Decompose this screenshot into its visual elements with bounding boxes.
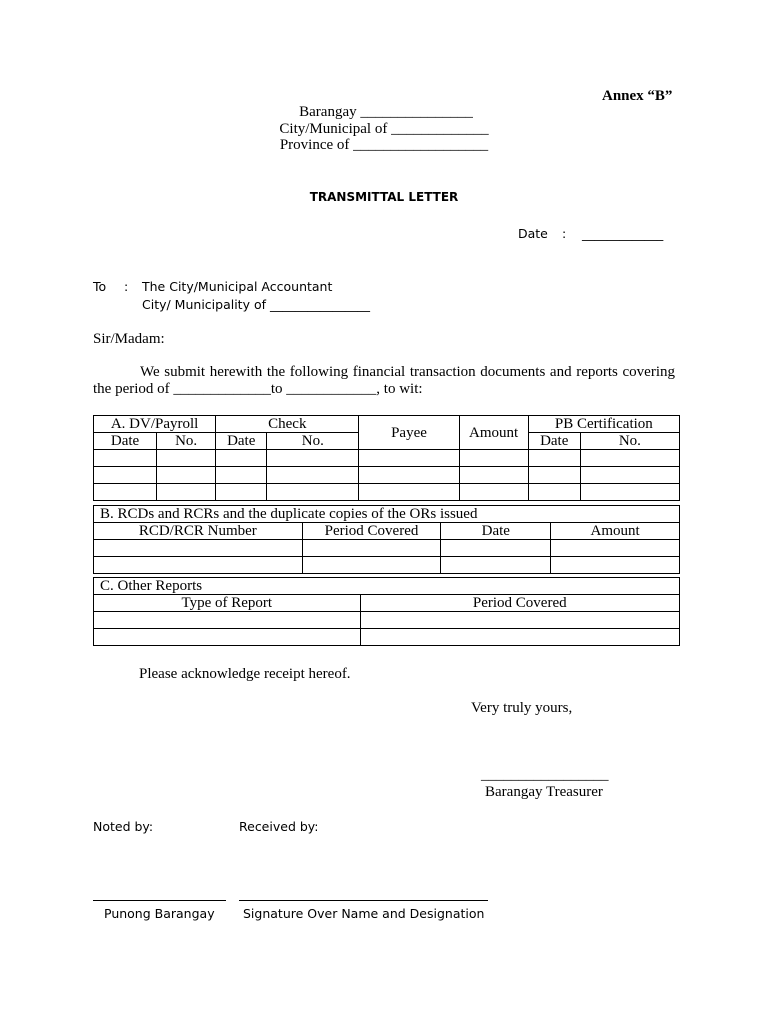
other-period-header: Period Covered xyxy=(360,595,679,612)
acknowledge-text: Please acknowledge receipt hereof. xyxy=(139,666,351,682)
other-reports-title: C. Other Reports xyxy=(94,578,680,595)
check-date-header: Date xyxy=(216,433,267,450)
date-blank: _____________ xyxy=(582,226,664,241)
check-header: Check xyxy=(216,416,359,433)
table-row xyxy=(94,467,680,484)
body-paragraph: We submit herewith the following financial transaction documents and reports covering the period of _____________to ____________, to wit: xyxy=(93,364,675,397)
table-row xyxy=(94,612,680,629)
table-row xyxy=(94,540,680,557)
barangay-line: Barangay _______________ xyxy=(299,104,473,120)
received-by-label: Received by: xyxy=(239,819,319,834)
noted-signature-line xyxy=(93,900,226,901)
treasurer-title: Barangay Treasurer xyxy=(485,784,603,800)
dv-date-header: Date xyxy=(94,433,157,450)
pb-date-header: Date xyxy=(528,433,580,450)
noted-by-label: Noted by: xyxy=(93,819,154,834)
signature-designation-label: Signature Over Name and Designation xyxy=(243,906,485,921)
dv-payroll-header: A. DV/Payroll xyxy=(94,416,216,433)
other-reports-table xyxy=(93,577,680,646)
recipient-municipality: City/ Municipality of ________________ xyxy=(142,297,370,312)
recipient-title: The City/Municipal Accountant xyxy=(142,279,333,294)
punong-barangay-label: Punong Barangay xyxy=(104,906,215,921)
city-municipal-line: City/Municipal of _____________ xyxy=(279,121,489,137)
closing-salutation: Very truly yours, xyxy=(471,700,573,716)
dv-payroll-table xyxy=(93,415,680,501)
date-colon: : xyxy=(562,226,567,241)
pb-certification-header: PB Certification xyxy=(528,416,679,433)
type-of-report-header: Type of Report xyxy=(94,595,361,612)
rcd-amount-header: Amount xyxy=(551,523,680,540)
rcd-section-title: B. RCDs and RCRs and the duplicate copies of the ORs issued xyxy=(94,506,680,523)
table-row xyxy=(94,557,680,574)
province-line: Province of __________________ xyxy=(279,137,489,153)
table-row xyxy=(94,629,680,646)
table-row xyxy=(94,484,680,501)
rcd-period-header: Period Covered xyxy=(302,523,441,540)
annex-label: Annex “B” xyxy=(602,88,673,104)
pb-no-header: No. xyxy=(580,433,679,450)
to-label: To xyxy=(93,279,107,294)
rcd-number-header: RCD/RCR Number xyxy=(94,523,303,540)
salutation: Sir/Madam: xyxy=(93,331,165,347)
to-colon: : xyxy=(124,279,129,294)
payee-header: Payee xyxy=(359,416,459,450)
amount-header: Amount xyxy=(459,416,528,450)
table-row xyxy=(94,450,680,467)
rcd-date-header: Date xyxy=(441,523,551,540)
document-title: TRANSMITTAL LETTER xyxy=(309,190,459,204)
received-signature-line xyxy=(239,900,488,901)
treasurer-signature-line: _________________ xyxy=(481,767,609,783)
check-no-header: No. xyxy=(267,433,359,450)
date-label: Date xyxy=(518,226,548,241)
dv-no-header: No. xyxy=(157,433,216,450)
rcd-rcr-table xyxy=(93,505,680,574)
